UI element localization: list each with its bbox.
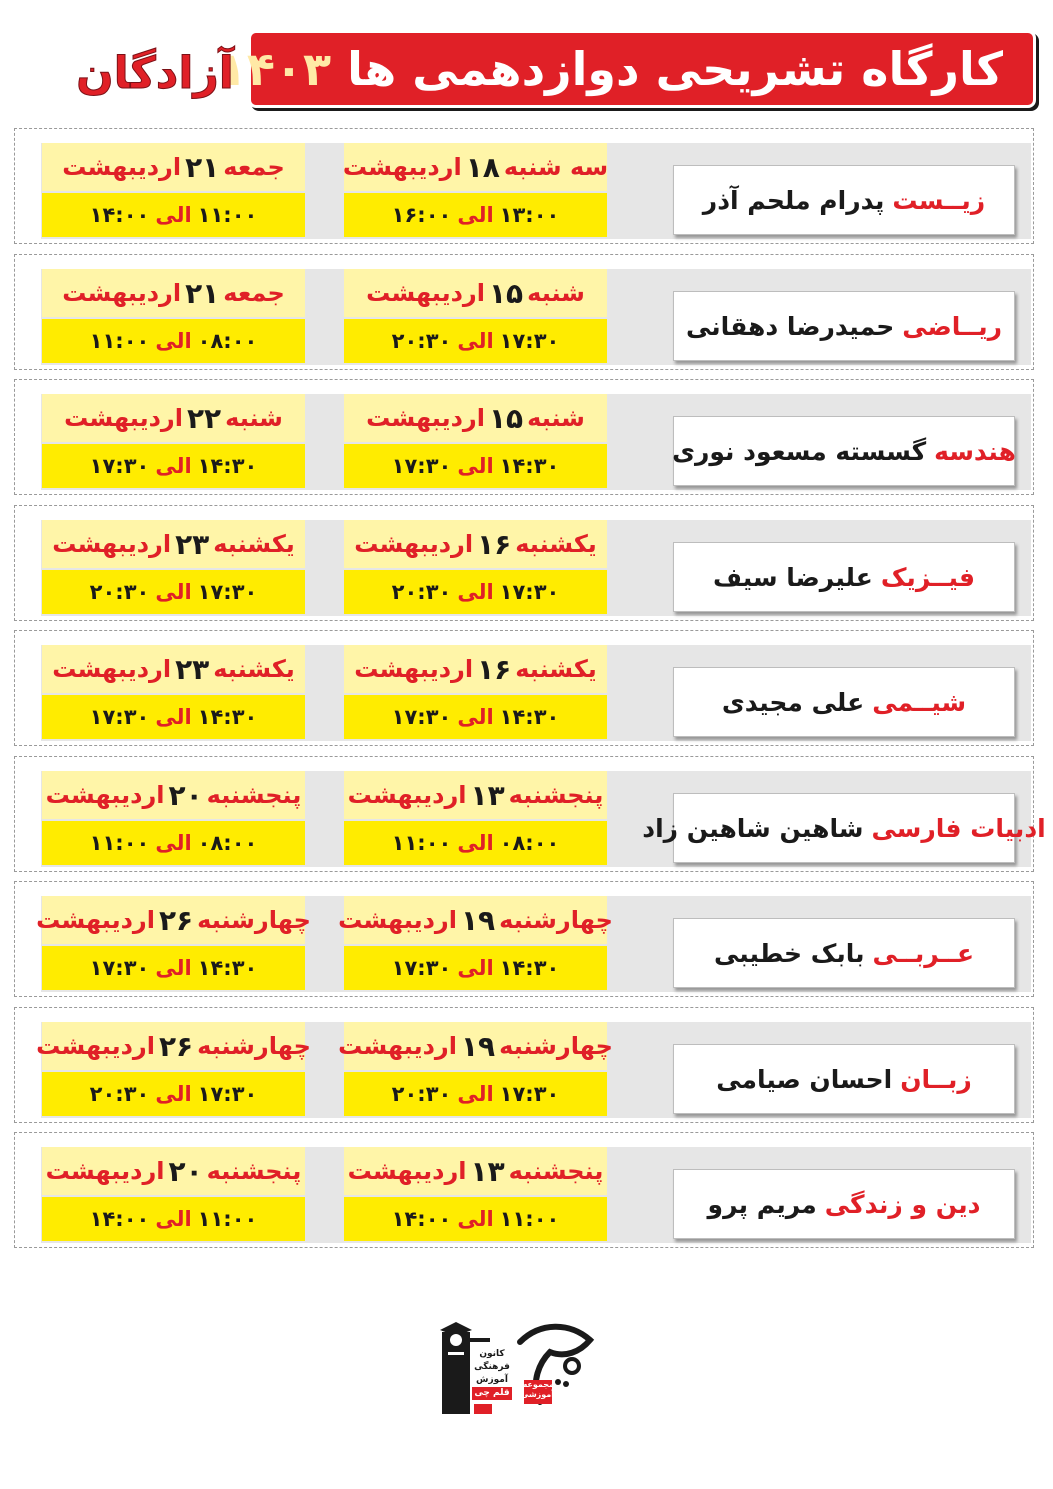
session-date: ۱۹	[460, 903, 496, 937]
session-day	[42, 771, 305, 819]
time-to: ۱۷:۳۰	[89, 705, 150, 729]
time-from: ۱۱:۰۰	[197, 1207, 258, 1231]
session-day	[42, 645, 305, 693]
time-from: ۰۸:۰۰	[499, 831, 560, 855]
session-time	[344, 570, 607, 614]
time-from: ۱۱:۰۰	[499, 1207, 560, 1231]
time-sep: الی	[155, 454, 192, 478]
session-month: اردیبهشت	[366, 404, 485, 432]
session-slot1	[338, 896, 613, 990]
schedule-row	[14, 254, 1034, 370]
session-date: ۲۱	[185, 150, 220, 184]
session-month: اردیبهشت	[342, 153, 462, 181]
session-slot2	[42, 520, 305, 614]
session-slot2	[42, 771, 305, 865]
session-month: اردیبهشت	[64, 404, 183, 432]
subject-name: ادبیات فارسی	[871, 813, 1046, 843]
kanoon-text	[472, 1348, 512, 1400]
session-month: اردیبهشت	[62, 279, 182, 307]
schedule-row	[14, 630, 1034, 746]
session-day: یکشنبه	[213, 530, 295, 558]
time-sep: الی	[155, 329, 192, 353]
page-title	[218, 37, 1003, 101]
time-from: ۱۴:۳۰	[197, 956, 258, 980]
time-sep: الی	[457, 454, 494, 478]
session-slot2	[42, 1147, 305, 1241]
session-month: اردیبهشت	[347, 1157, 467, 1185]
title-suffix: آزادگان	[76, 48, 234, 99]
time-sep: الی	[457, 203, 494, 227]
session-date: ۱۶	[477, 527, 512, 561]
subject-box	[642, 793, 1046, 863]
time-from: ۱۴:۳۰	[499, 454, 560, 478]
subject-box	[673, 667, 1015, 737]
session-time	[42, 570, 305, 614]
session-date: ۱۵	[488, 401, 524, 435]
time-to: ۱۴:۰۰	[391, 1207, 452, 1231]
time-to: ۲۰:۳۰	[391, 1082, 452, 1106]
time-sep: الی	[457, 705, 494, 729]
session-day: یکشنبه	[515, 530, 597, 558]
session-time	[42, 821, 305, 865]
time-to: ۱۴:۰۰	[89, 203, 150, 227]
session-month: اردیبهشت	[366, 279, 485, 307]
session-slot1	[344, 1147, 607, 1241]
time-to: ۱۷:۳۰	[391, 705, 452, 729]
time-to: ۱۱:۰۰	[89, 831, 150, 855]
subject-name: فیــزیک	[880, 562, 976, 592]
time-to: ۱۷:۳۰	[89, 454, 150, 478]
session-day	[42, 1147, 305, 1195]
time-sep: الی	[457, 1082, 494, 1106]
session-month: اردیبهشت	[36, 906, 155, 934]
session-date: ۲۶	[158, 903, 194, 937]
session-date: ۱۶	[477, 652, 512, 686]
session-time	[344, 193, 607, 237]
session-slot1	[344, 269, 607, 363]
time-sep: الی	[457, 580, 494, 604]
time-from: ۱۱:۰۰	[197, 203, 258, 227]
subject-name: زیــست	[892, 185, 986, 215]
session-date: ۱۳	[470, 778, 505, 812]
session-month: اردیبهشت	[45, 781, 165, 809]
session-time	[344, 946, 607, 990]
pajohesh-sub-line: آموزشی	[520, 1390, 554, 1399]
session-day	[42, 394, 305, 442]
schedule-row	[14, 756, 1046, 872]
time-from: ۱۷:۳۰	[499, 1082, 560, 1106]
session-day: شنبه	[225, 404, 283, 432]
teacher-name: پدرام ملحم آذر	[702, 185, 885, 215]
session-day: شنبه	[527, 404, 585, 432]
time-to: ۱۱:۰۰	[89, 329, 150, 353]
session-date: ۲۱	[185, 276, 220, 310]
session-day: پنجشنبه	[206, 781, 302, 809]
session-day	[338, 896, 613, 944]
session-month: اردیبهشت	[354, 655, 474, 683]
session-day	[344, 1147, 607, 1195]
session-slot1	[338, 1022, 613, 1116]
time-sep: الی	[155, 1082, 192, 1106]
time-sep: الی	[155, 580, 192, 604]
subject-box	[673, 291, 1015, 361]
session-day	[344, 520, 607, 568]
schedule-row	[14, 379, 1034, 495]
pajohesh-logo	[510, 1322, 600, 1418]
session-date: ۱۳	[470, 1154, 505, 1188]
session-date: ۲۲	[186, 401, 222, 435]
subject-box	[673, 416, 1015, 486]
title-banner	[218, 30, 1036, 108]
session-slot2	[36, 896, 311, 990]
time-to: ۱۷:۳۰	[391, 454, 452, 478]
session-slot2	[42, 143, 305, 237]
title-main: کارگاه تشریحی دوازدهمی ها	[347, 42, 1003, 96]
session-day	[42, 520, 305, 568]
session-slot2	[36, 1022, 311, 1116]
time-sep: الی	[155, 831, 192, 855]
session-time	[42, 319, 305, 363]
time-from: ۱۴:۳۰	[197, 705, 258, 729]
session-day	[344, 269, 607, 317]
teacher-name: گسسته مسعود نوری	[672, 436, 927, 466]
kanoon-logo	[438, 1318, 510, 1418]
subject-box	[673, 165, 1015, 235]
session-day: چهارشنبه	[499, 1032, 613, 1060]
session-month: اردیبهشت	[354, 530, 474, 558]
time-to: ۱۴:۰۰	[89, 1207, 150, 1231]
subject-box	[673, 1169, 1015, 1239]
subject-box	[673, 1044, 1015, 1114]
time-from: ۱۴:۳۰	[197, 454, 258, 478]
session-slot2	[42, 394, 305, 488]
session-day: جمعه	[223, 153, 285, 181]
session-day	[42, 269, 305, 317]
session-day: پنجشنبه	[508, 1157, 604, 1185]
session-time	[42, 1197, 305, 1241]
session-date: ۲۰	[168, 778, 203, 812]
title-year: ۱۴۰۳	[218, 42, 332, 96]
time-sep: الی	[155, 203, 192, 227]
time-to: ۲۰:۳۰	[89, 580, 150, 604]
session-day	[338, 1022, 613, 1070]
time-to: ۱۱:۰۰	[391, 831, 452, 855]
session-day	[344, 771, 607, 819]
session-time	[42, 444, 305, 488]
session-month: اردیبهشت	[36, 1032, 155, 1060]
time-sep: الی	[457, 956, 494, 980]
session-month: اردیبهشت	[45, 1157, 165, 1185]
session-day: جمعه	[223, 279, 285, 307]
session-time	[42, 946, 305, 990]
session-day: چهارشنبه	[197, 1032, 311, 1060]
session-day: شنبه	[527, 279, 585, 307]
subject-name: عــربــی	[872, 938, 975, 968]
session-date: ۲۶	[158, 1029, 194, 1063]
session-day	[36, 896, 311, 944]
time-from: ۱۷:۳۰	[499, 580, 560, 604]
session-time	[42, 695, 305, 739]
time-sep: الی	[155, 956, 192, 980]
subject-name: شیــمی	[872, 687, 967, 717]
teacher-name: احسان صیامی	[716, 1064, 893, 1094]
session-slot1	[344, 394, 607, 488]
session-month: اردیبهشت	[338, 1032, 457, 1060]
session-date: ۱۵	[488, 276, 524, 310]
teacher-name: علیرضا سیف	[712, 562, 873, 592]
session-date: ۲۳	[175, 652, 210, 686]
session-slot1	[344, 771, 607, 865]
session-time	[344, 444, 607, 488]
time-from: ۱۴:۳۰	[499, 705, 560, 729]
time-to: ۱۶:۰۰	[391, 203, 452, 227]
teacher-name: بابک خطیبی	[713, 938, 865, 968]
subject-name: دین و زندگی	[824, 1189, 981, 1219]
session-time	[42, 193, 305, 237]
session-day: چهارشنبه	[197, 906, 311, 934]
time-from: ۱۳:۰۰	[499, 203, 560, 227]
session-day	[42, 143, 305, 191]
time-from: ۱۷:۳۰	[197, 1082, 258, 1106]
schedule-row	[14, 505, 1034, 621]
time-to: ۲۰:۳۰	[89, 1082, 150, 1106]
pajohesh-sub	[520, 1380, 554, 1400]
session-time	[344, 319, 607, 363]
session-time	[344, 695, 607, 739]
time-from: ۱۷:۳۰	[499, 329, 560, 353]
session-slot2	[42, 269, 305, 363]
schedule-row	[14, 128, 1034, 244]
subject-name: هندسه	[934, 436, 1016, 466]
time-sep: الی	[457, 1207, 494, 1231]
logos	[438, 1318, 598, 1418]
session-time	[42, 1072, 305, 1116]
time-sep: الی	[457, 831, 494, 855]
subject-box	[673, 542, 1015, 612]
session-slot2	[42, 645, 305, 739]
kanoon-line: آموزش	[476, 1375, 508, 1385]
session-day: پنجشنبه	[206, 1157, 302, 1185]
schedule-row	[14, 1132, 1034, 1248]
session-slot1	[344, 520, 607, 614]
subject-name: ریــاضی	[902, 311, 1003, 341]
kanoon-line: فرهنگی	[474, 1362, 510, 1372]
time-from: ۰۸:۰۰	[197, 329, 258, 353]
kanoon-line: کانون	[479, 1349, 505, 1359]
session-day: چهارشنبه	[499, 906, 613, 934]
session-day: یکشنبه	[515, 655, 597, 683]
schedule-row	[14, 1007, 1034, 1123]
teacher-name: علی مجیدی	[721, 687, 865, 717]
session-day: سه شنبه	[503, 153, 609, 181]
session-month: اردیبهشت	[338, 906, 457, 934]
time-to: ۲۰:۳۰	[391, 580, 452, 604]
schedule-row	[14, 881, 1034, 997]
time-to: ۱۷:۳۰	[391, 956, 452, 980]
time-from: ۱۷:۳۰	[197, 580, 258, 604]
time-sep: الی	[457, 329, 494, 353]
page-header	[0, 28, 1053, 108]
time-sep: الی	[155, 1207, 192, 1231]
session-time	[344, 821, 607, 865]
session-date: ۲۰	[168, 1154, 203, 1188]
session-day	[344, 394, 607, 442]
session-day	[344, 645, 607, 693]
teacher-name: شاهین شاهین زاد	[642, 813, 864, 843]
session-time	[344, 1072, 607, 1116]
subject-box	[673, 918, 1015, 988]
session-month: اردیبهشت	[52, 655, 172, 683]
time-to: ۲۰:۳۰	[391, 329, 452, 353]
session-day	[344, 143, 607, 191]
session-day	[36, 1022, 311, 1070]
session-day: پنجشنبه	[508, 781, 604, 809]
time-sep: الی	[155, 705, 192, 729]
session-date: ۱۸	[465, 150, 500, 184]
teacher-name: حمیدرضا دهقانی	[686, 311, 895, 341]
session-day: یکشنبه	[213, 655, 295, 683]
time-from: ۱۴:۳۰	[499, 956, 560, 980]
session-time	[344, 1197, 607, 1241]
pajohesh-sub-line: مجموعه	[522, 1380, 554, 1389]
teacher-name: مریم پرو	[707, 1189, 817, 1219]
session-date: ۱۹	[460, 1029, 496, 1063]
session-slot1	[344, 645, 607, 739]
session-month: اردیبهشت	[52, 530, 172, 558]
session-month: اردیبهشت	[62, 153, 182, 181]
time-from: ۰۸:۰۰	[197, 831, 258, 855]
time-to: ۱۷:۳۰	[89, 956, 150, 980]
kanoon-line: قلم چی	[472, 1387, 512, 1400]
session-date: ۲۳	[175, 527, 210, 561]
session-slot1	[344, 143, 607, 237]
session-month: اردیبهشت	[347, 781, 467, 809]
subject-name: زبــان	[900, 1064, 972, 1094]
